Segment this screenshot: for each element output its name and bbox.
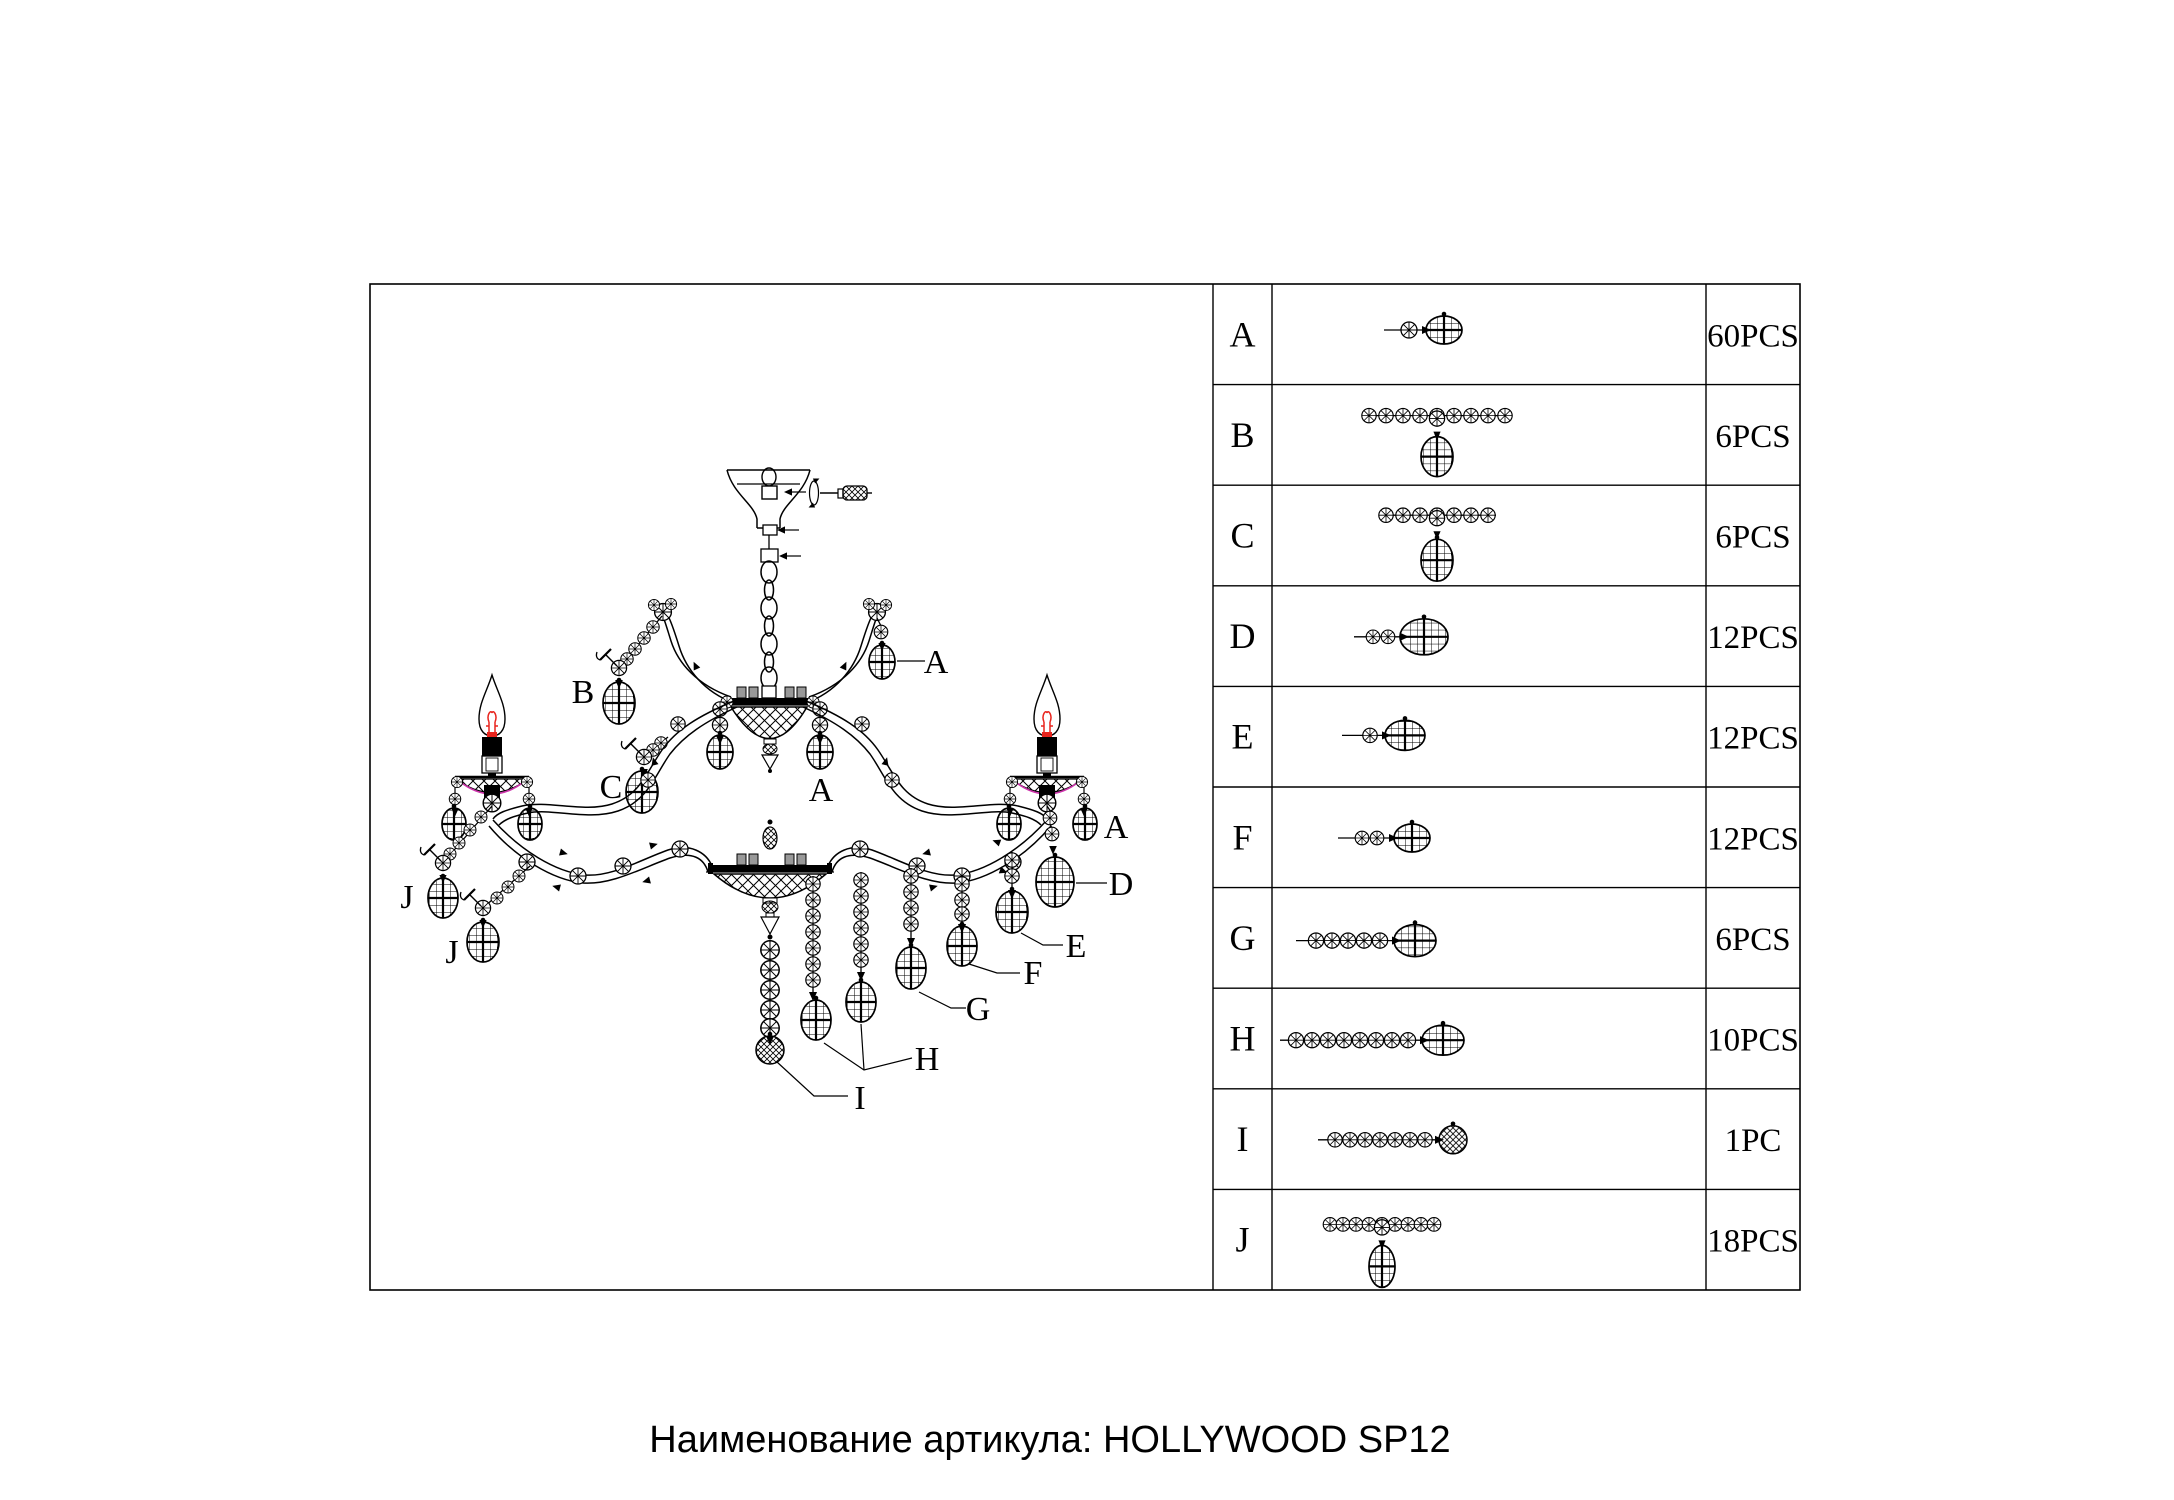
bead-icon	[806, 925, 820, 939]
bead-icon	[806, 973, 820, 987]
bead-icon	[1400, 1033, 1415, 1048]
part-callout-label: B	[571, 674, 595, 711]
part-letter: B	[1230, 414, 1255, 455]
bead-icon	[1006, 776, 1017, 787]
table-row-F	[1232, 817, 1798, 857]
chain-J-2	[460, 866, 530, 962]
chandelier-drawing	[420, 468, 1097, 1064]
crystal-oval-icon	[1422, 1021, 1464, 1055]
bead-icon	[1336, 1033, 1351, 1048]
callout-leader	[969, 964, 1020, 973]
caption: Наименование артикула: HOLLYWOOD SP12	[649, 1419, 1451, 1461]
bead-icon	[1414, 1218, 1428, 1232]
bead-icon	[1481, 408, 1495, 422]
bead-icon	[483, 794, 501, 812]
bead-icon	[1356, 933, 1371, 948]
crystal-oval-icon	[1394, 920, 1436, 956]
part-letter: A	[1229, 314, 1256, 355]
table-row-A	[1230, 312, 1799, 355]
crystal-oval-icon	[626, 767, 658, 813]
part-letter: D	[1229, 616, 1256, 657]
bead-icon	[1388, 1133, 1402, 1147]
bead-icon	[1403, 1133, 1417, 1147]
bead-icon	[854, 873, 868, 887]
part-letter: J	[1235, 1219, 1250, 1260]
crystal-oval-icon	[1421, 432, 1453, 476]
arrow-icon	[991, 837, 1001, 847]
bead-icon	[615, 858, 631, 874]
bead-icon	[854, 905, 868, 919]
bead-icon	[1498, 408, 1512, 422]
socket-post	[737, 854, 746, 865]
bead-icon	[1358, 1133, 1372, 1147]
bead-icon	[1324, 933, 1339, 948]
part-callout-label: J	[445, 934, 459, 971]
bead-icon	[1362, 408, 1376, 422]
bead-icon	[641, 773, 655, 787]
screwdriver-icon	[807, 476, 872, 510]
bead-icon	[449, 793, 461, 805]
bead-icon	[1401, 1218, 1415, 1232]
bead-icon	[513, 870, 525, 882]
bead-icon	[521, 776, 532, 787]
part-icon	[1323, 1218, 1441, 1288]
bead-icon	[1328, 1133, 1342, 1147]
bead-icon	[1447, 408, 1461, 422]
bead-icon	[955, 877, 969, 891]
bead-icon	[885, 773, 899, 787]
socket-post	[797, 854, 806, 865]
bead-icon	[880, 599, 891, 610]
part-callout-label: A	[1103, 809, 1129, 846]
bulb-icon	[1042, 732, 1052, 737]
bead-icon	[1038, 794, 1056, 812]
arrow-icon	[559, 849, 569, 858]
arrow-icon	[784, 488, 792, 495]
bead-icon	[1396, 508, 1410, 522]
part-letter: G	[1229, 917, 1256, 958]
bead-icon	[854, 921, 868, 935]
bead-icon	[451, 776, 462, 787]
bead-icon	[1349, 1218, 1363, 1232]
bead-icon	[806, 957, 820, 971]
bead-icon	[1336, 1218, 1350, 1232]
arrow-icon	[649, 840, 659, 849]
bead-icon	[1373, 1133, 1387, 1147]
crystal-oval-icon	[1394, 820, 1430, 852]
part-quantity: 12PCS	[1707, 620, 1799, 657]
crystal-oval-icon	[1426, 312, 1462, 344]
part-quantity: 18PCS	[1707, 1223, 1799, 1260]
crystal-oval-icon	[1036, 853, 1074, 907]
bead-icon	[672, 841, 688, 857]
bead-icon	[806, 893, 820, 907]
bead-icon	[1418, 1133, 1432, 1147]
crystal-oval-icon	[1385, 716, 1425, 750]
bead-icon	[855, 717, 869, 731]
bead-icon	[852, 841, 868, 857]
bead-icon	[1368, 1033, 1383, 1048]
bead-icon	[1288, 1033, 1303, 1048]
bead-icon	[1464, 408, 1478, 422]
bead-icon	[1384, 1033, 1399, 1048]
part-letter: C	[1230, 515, 1255, 556]
chain-D	[1036, 806, 1074, 907]
bead-icon	[712, 717, 727, 732]
bead-icon	[1363, 728, 1377, 742]
callout-leader	[1021, 933, 1063, 945]
part-icon	[1280, 1021, 1464, 1055]
bead-icon	[1413, 408, 1427, 422]
crystal-oval-icon	[707, 731, 733, 769]
part-letter: F	[1232, 817, 1253, 858]
bead-icon	[1429, 411, 1444, 426]
bead-icon	[570, 868, 586, 884]
table-row-J	[1235, 1218, 1798, 1288]
callout-leader	[777, 1062, 848, 1096]
part-callout-label: E	[1065, 928, 1087, 965]
crystal-oval-icon	[846, 978, 876, 1022]
bead-icon	[475, 811, 487, 823]
bead-icon	[904, 885, 918, 899]
part-callout-label: C	[599, 769, 623, 806]
table-row-H	[1230, 1019, 1799, 1059]
part-icon	[1296, 920, 1436, 956]
chain-B	[596, 616, 662, 724]
part-quantity: 60PCS	[1707, 318, 1799, 355]
part-icon	[1338, 820, 1430, 852]
bead-icon	[955, 907, 969, 921]
bead-icon	[1429, 511, 1444, 526]
bead-icon	[665, 598, 676, 609]
arrow-icon	[779, 552, 787, 559]
crystal-oval-icon	[896, 943, 926, 989]
bead-icon	[1379, 408, 1393, 422]
bulb-icon	[487, 732, 497, 737]
bead-icon	[806, 877, 820, 891]
bead-icon	[453, 837, 465, 849]
bead-icon	[1372, 933, 1387, 948]
bead-icon	[519, 854, 535, 870]
crystal-oval-icon	[807, 731, 833, 769]
arrow-icon	[921, 849, 931, 858]
part-callout-label: I	[854, 1080, 866, 1117]
bead-icon	[1374, 1220, 1389, 1235]
bead-icon	[523, 793, 535, 805]
crystal-ball-icon	[1439, 1122, 1467, 1154]
part-icon	[1354, 615, 1448, 655]
part-quantity: 6PCS	[1715, 921, 1791, 958]
bead-icon	[863, 598, 874, 609]
bead-icon	[1447, 508, 1461, 522]
parts-table	[1213, 284, 1800, 1290]
part-callout-label: H	[914, 1041, 940, 1078]
crystal-oval-icon	[1073, 804, 1097, 840]
part-quantity: 12PCS	[1707, 720, 1799, 757]
arrow-icon	[929, 882, 939, 891]
arrow-icon	[840, 660, 850, 670]
part-quantity: 10PCS	[1707, 1022, 1799, 1059]
upper-hub	[723, 687, 815, 773]
part-callout-label: F	[1023, 955, 1043, 992]
bead-icon	[502, 881, 514, 893]
bead-icon	[761, 941, 779, 959]
arrow-icon	[690, 660, 700, 670]
crystal-oval-icon	[1400, 615, 1448, 655]
socket-post	[797, 687, 806, 698]
suspension-chain	[761, 525, 801, 698]
bead-icon	[648, 599, 659, 610]
bead-icon	[904, 869, 918, 883]
bead-icon	[1076, 776, 1087, 787]
bead-icon	[1464, 508, 1478, 522]
bead-icon	[1352, 1033, 1367, 1048]
part-icon	[1379, 508, 1496, 581]
bead-icon	[1355, 831, 1369, 845]
bead-icon	[671, 717, 685, 731]
part-icon	[1342, 716, 1425, 750]
bead-icon	[1401, 322, 1417, 338]
bead-icon	[464, 824, 476, 836]
bead-icon	[806, 941, 820, 955]
bead-icon	[1005, 853, 1019, 867]
bead-icon	[955, 893, 969, 907]
table-row-E	[1232, 716, 1799, 757]
bead-icon	[904, 901, 918, 915]
part-icon	[1318, 1122, 1467, 1154]
socket-post	[749, 687, 758, 698]
bead-icon	[638, 632, 650, 644]
bead-icon	[1045, 827, 1059, 841]
bead-icon	[812, 717, 827, 732]
part-icon	[1362, 408, 1512, 476]
crystal-oval-icon	[1421, 535, 1453, 581]
bead-icon	[1413, 508, 1427, 522]
crystal-oval-icon	[869, 641, 895, 679]
part-quantity: 6PCS	[1715, 418, 1791, 455]
part-letter: H	[1229, 1018, 1256, 1059]
bead-icon	[1388, 1218, 1402, 1232]
crystal-ball-icon	[756, 1032, 784, 1064]
bead-icon	[854, 889, 868, 903]
bead-icon	[1004, 793, 1016, 805]
crystal-oval-icon	[947, 922, 977, 966]
crystal-oval-icon	[603, 678, 635, 724]
bead-icon	[647, 621, 659, 633]
bead-icon	[1323, 1218, 1337, 1232]
table-row-D	[1230, 615, 1799, 657]
bead-icon	[1427, 1218, 1441, 1232]
crystal-oval-icon	[997, 804, 1021, 840]
bead-icon	[1043, 811, 1057, 825]
part-callout-label: D	[1108, 866, 1134, 903]
bead-icon	[1381, 630, 1395, 644]
part-quantity: 12PCS	[1707, 821, 1799, 858]
bead-icon	[491, 892, 503, 904]
bead-icon	[1362, 1218, 1376, 1232]
callout-leader	[861, 1024, 864, 1070]
bead-icon	[874, 625, 888, 639]
ceiling-canopy	[727, 468, 810, 528]
bead-icon	[1308, 933, 1323, 948]
bead-icon	[1340, 933, 1355, 948]
crystal-oval-icon	[467, 918, 499, 962]
part-quantity: 1PC	[1724, 1123, 1782, 1160]
table-row-I	[1237, 1119, 1782, 1159]
bead-icon	[761, 981, 779, 999]
crystal-oval-icon	[442, 804, 466, 840]
part-callout-label: A	[923, 644, 949, 681]
callout-leader	[919, 992, 966, 1008]
bead-icon	[1481, 508, 1495, 522]
crystal-oval-icon	[801, 996, 831, 1040]
crystal-oval-icon	[1369, 1241, 1395, 1287]
bead-icon	[1370, 831, 1384, 845]
part-callout-label: G	[965, 991, 991, 1028]
part-callout-label: A	[808, 772, 834, 809]
bead-icon	[1366, 630, 1380, 644]
bead-icon	[854, 937, 868, 951]
callout-leader	[824, 1043, 912, 1070]
bead-icon	[806, 909, 820, 923]
bead-icon	[1005, 869, 1019, 883]
part-callout-label: J	[400, 879, 414, 916]
bead-icon	[1379, 508, 1393, 522]
part-letter: I	[1236, 1119, 1249, 1160]
bead-icon	[761, 1001, 779, 1019]
socket-post	[785, 687, 794, 698]
crystal-oval-icon	[518, 804, 542, 840]
bead-icon	[854, 953, 868, 967]
bead-icon	[1320, 1033, 1335, 1048]
part-quantity: 6PCS	[1715, 519, 1791, 556]
bead-icon	[761, 961, 779, 979]
bead-icon	[1396, 408, 1410, 422]
part-letter: E	[1231, 716, 1254, 757]
bead-icon	[1343, 1133, 1357, 1147]
crystal-oval-icon	[428, 874, 458, 918]
socket-post	[749, 854, 758, 865]
crystal-oval-icon	[996, 887, 1028, 933]
arrow-icon	[641, 877, 651, 886]
socket-post	[785, 854, 794, 865]
bead-icon	[1304, 1033, 1319, 1048]
arrow-icon	[551, 882, 561, 891]
socket-post	[737, 687, 746, 698]
bead-icon	[1078, 793, 1090, 805]
bead-icon	[904, 917, 918, 931]
candle-left	[442, 675, 542, 840]
part-icon	[1384, 312, 1462, 344]
